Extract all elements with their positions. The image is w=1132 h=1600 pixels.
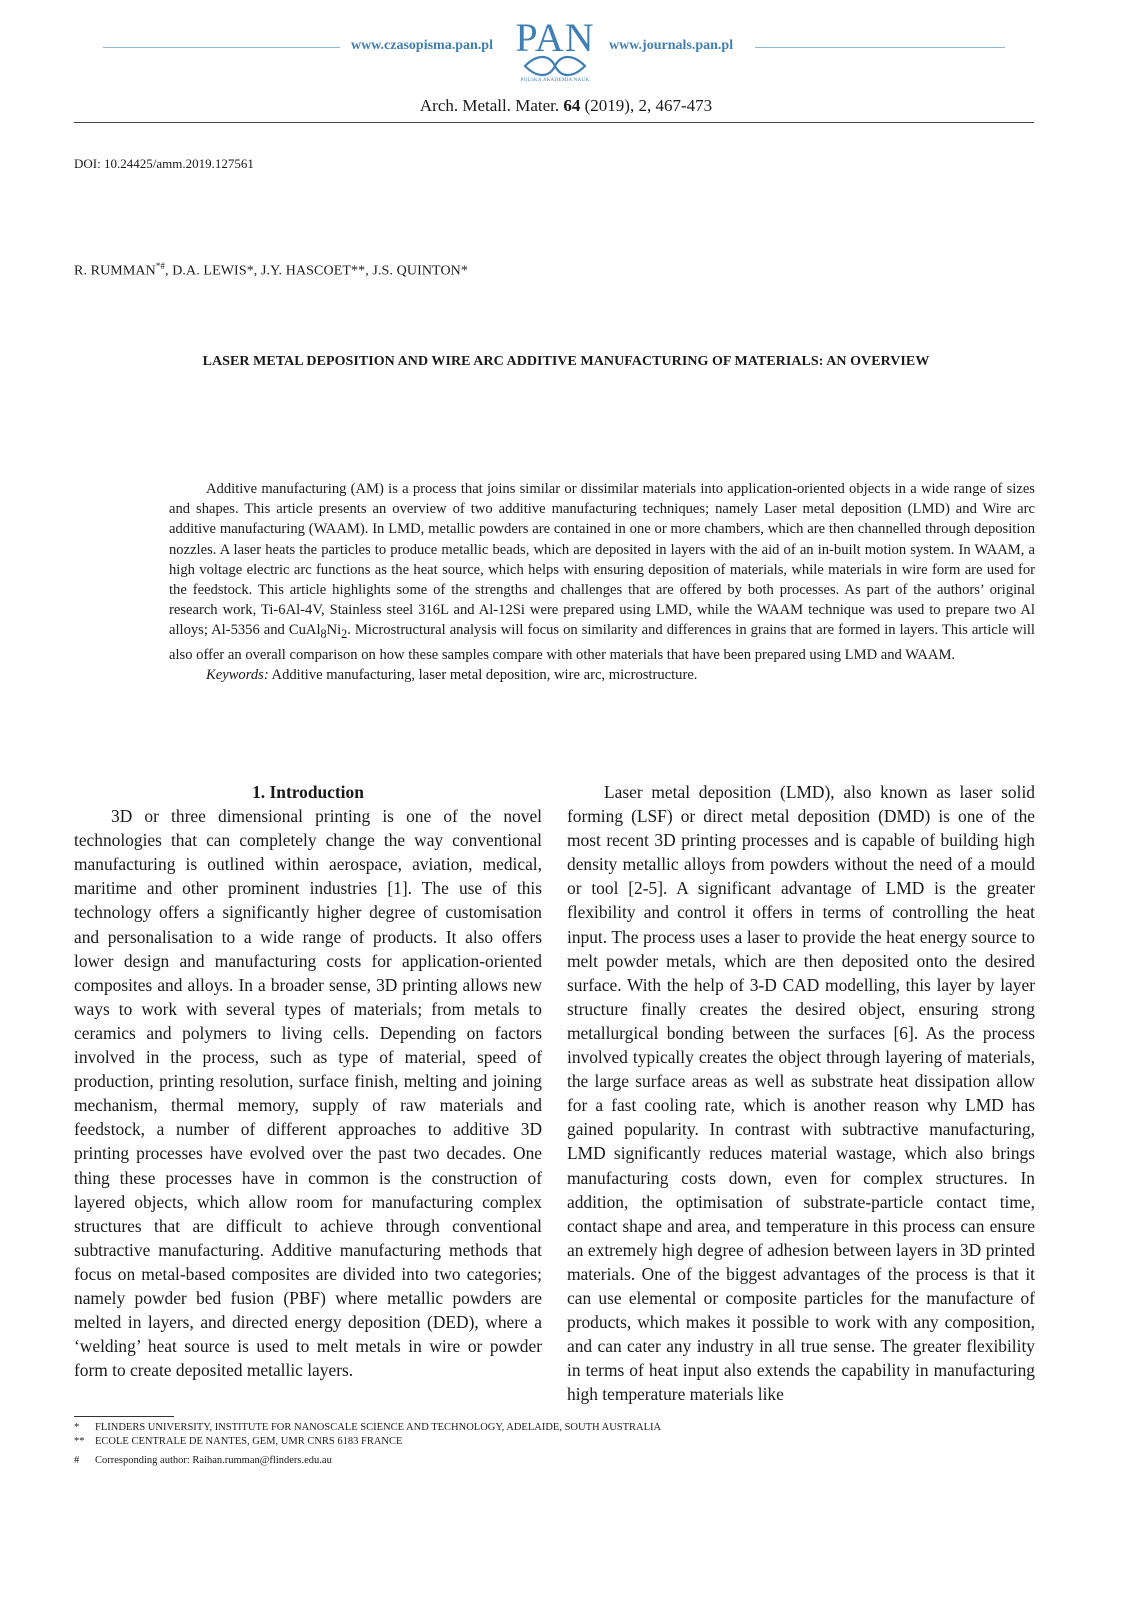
footnote-text: FLINDERS UNIVERSITY, INSTITUTE FOR NANOSCALE SCIENCE AND TECHNOLOGY, ADELAIDE, SOUTH AUSTRALIA (95, 1422, 662, 1433)
footnotes (74, 1421, 661, 1468)
header-rule (74, 122, 1034, 123)
left-column (74, 780, 542, 1382)
header-rule-right (755, 47, 1005, 48)
right-column (567, 780, 1035, 1406)
keywords (169, 665, 1035, 685)
logo-text: PAN (515, 15, 595, 60)
abstract-part-1: Additive manufacturing (AM) is a process that joins similar or dissimilar materials into application-oriented objects in a wide range of sizes and shapes. This article presents an overview of two additive manufacturing techniques; namely Laser metal deposition (LMD) and Wire arc additive manufacturing (WAAM). In LMD, metallic powders are contained in one or more chambers, which are then channelled through deposition nozzles. A laser heats the particles to produce metallic beads, which are deposited in layers with the aid of an in-built motion system. In WAAM, a high voltage electric arc functions as the heat source, which helps with ensuring deposition of materials, while materials in wire form are used for the feedstock. This article highlights some of the strengths and challenges that are offered by both processes. As part of the authors’ original research work, Ti-6Al-4V, Stainless steel 316L and Al-12Si were prepared using LMD, while the WAAM technique was used to prepare two Al alloys; Al-5356 and (169, 481, 1035, 639)
formula-sub-2: 2 (341, 627, 348, 642)
abstract-part-2: . Microstructural analysis will focus on similarity and differences in grains that are formed in layers. This article will also offer an overall comparison on how these samples compare with other materials that have been prepared using LMD and WAAM. (169, 622, 1035, 663)
header-url-left[interactable]: www.czasopisma.pan.pl (351, 38, 493, 53)
footnote-text: ECOLE CENTRALE DE NANTES, GEM, UMR CNRS 6183 FRANCE (95, 1436, 403, 1447)
other-authors: , D.A. LEWIS*, J.Y. HASCOET**, J.S. QUINTON* (165, 263, 468, 279)
paper-title: LASER METAL DEPOSITION AND WIRE ARC ADDITIVE MANUFACTURING OF MATERIALS: AN OVERVIEW (202, 354, 930, 369)
pan-logo (505, 14, 605, 90)
journal-volume: 64 (563, 96, 581, 115)
footnote-mark: # (74, 1455, 80, 1466)
keywords-list: Additive manufacturing, laser metal deposition, wire arc, microstructure. (268, 666, 698, 683)
footnote-rule (74, 1416, 174, 1417)
intro-paragraph-1: 3D or three dimensional printing is one of the novel technologies that can completely change the way conventional manufacturing is outlined within aerospace, aviation, medical, maritime and other prominent industries [1]. The use of this technology offers a significantly higher degree of customisation and personalisation to a wide range of products. It also offers lower design and manufacturing costs for application-oriented composites and alloys. In a broader sense, 3D printing allows new ways to work with several types of materials; from metals to ceramics and polymers to living cells. Depending on factors involved in the process, such as type of material, speed of production, printing resolution, surface finish, melting and joining mechanism, thermal memory, supply of raw materials and feedstock, a number of different approaches to additive 3D printing processes have evolved over the past two decades. One thing these processes have in common is the construction of layered objects, which allow room for manufacturing complex structures that are difficult to achieve through conventional subtractive manufacturing. Additive manufacturing methods that focus on metal-based composites are divided into two categories; namely powder bed fusion (PBF) where metallic powders are melted in layers, and directed energy deposition (DED), where a ‘welding’ heat source is used to melt metals in wire or powder form to create deposited metallic layers. (74, 806, 542, 1381)
header-url-right[interactable]: www.journals.pan.pl (609, 38, 734, 53)
keywords-label: Keywords: (206, 666, 269, 683)
corresponding-author-note (74, 1454, 661, 1468)
header-rule-left (103, 47, 340, 48)
journal-suffix: (2019), 2, 467-473 (580, 96, 713, 115)
logo-subtext: POLSKA AKADEMIA NAUK (520, 78, 590, 83)
first-author: R. RUMMAN (74, 263, 156, 279)
formula-a: CuAl (288, 622, 321, 639)
footnote (74, 1435, 661, 1449)
footnote-text[interactable]: Corresponding author: Raihan.rumman@flinders.edu.au (95, 1455, 332, 1466)
intro-paragraph-2: Laser metal deposition (LMD), also known as laser solid forming (LSF) or direct metal deposition (DMD) is one of the most recent 3D printing processes and is capable of building high density metallic alloys from powders without the need of a mould or tool [2-5]. A significant advantage of LMD is the greater flexibility and control it offers in terms of controlling the heat input. The process uses a laser to provide the heat energy source to melt powder metals, which are then deposited onto the desired surface. With the help of 3-D CAD modelling, this layer by layer structure finally creates the desired object, ensuring strong metallurgical bonding between the surfaces [6]. As the process involved typically creates the object through layering of materials, the large surface areas as well as substrate heat dissipation allow for a fast cooling rate, which is another reason why LMD has gained popularity. In contrast with subtractive manufacturing, LMD significantly reduces material wastage, which also brings manufacturing costs down, even for complex structures. In addition, the optimisation of substrate-particle contact time, contact shape and area, and temperature in this process can ensure an extremely high degree of adhesion between layers in 3D printed materials. One of the biggest advantages of the process is that it can use elemental or composite particles for the manufacture of products, which makes it possible to work with any composition, and can cater any industry in all true sense. The greater flexibility in terms of heat input also extends the capability in manufacturing high temperature materials like (567, 782, 1035, 1405)
footnote-mark: ** (74, 1436, 85, 1447)
section-heading: 1. Introduction (252, 782, 364, 802)
first-author-marks: *# (155, 261, 166, 271)
abstract-text (169, 479, 1035, 665)
journal-prefix: Arch. Metall. Mater. (419, 96, 564, 115)
footnote (74, 1421, 661, 1435)
doi: DOI: 10.24425/amm.2019.127561 (74, 156, 254, 171)
footnote-mark: * (74, 1422, 80, 1433)
abstract (169, 479, 1035, 685)
formula-sub-1: 8 (320, 627, 327, 642)
journal-reference (0, 96, 1132, 116)
formula-b: Ni (326, 622, 342, 639)
author-list (74, 261, 468, 280)
